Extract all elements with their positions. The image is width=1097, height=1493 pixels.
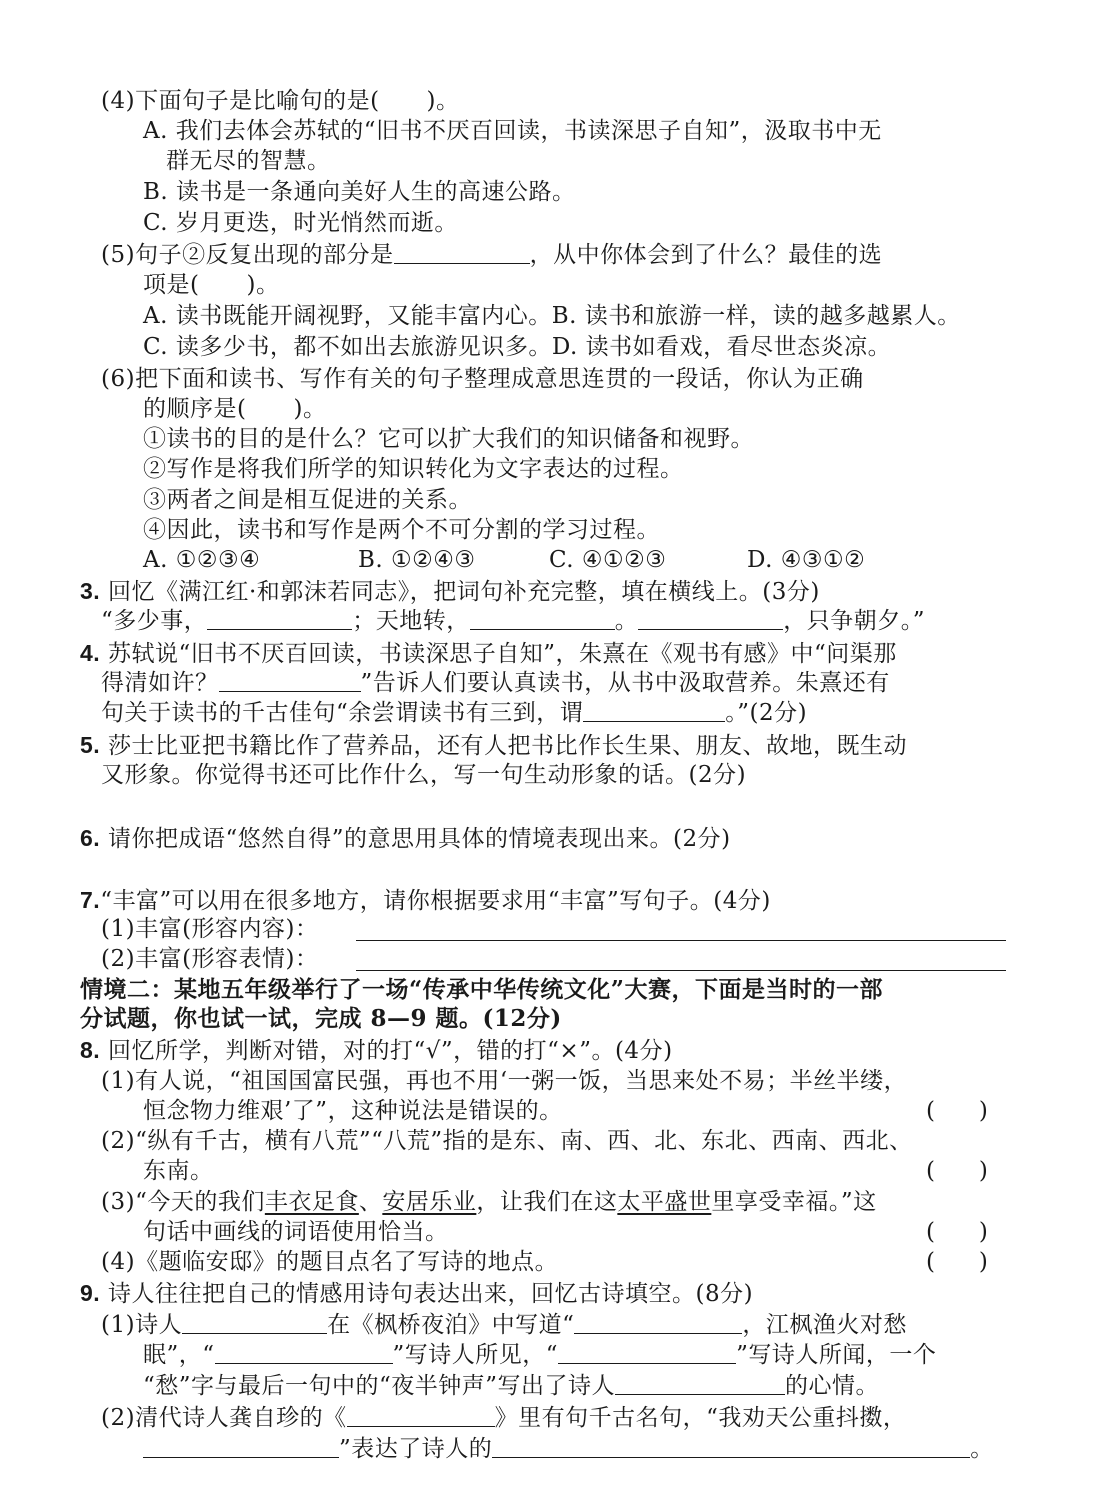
q5-line1	[80, 730, 907, 761]
q9-sub1-part4: 眠”，“	[143, 1342, 215, 1368]
q7-sub1-answer-line[interactable]	[356, 940, 1006, 941]
q9-sub2-part4: 。	[970, 1436, 994, 1462]
q2-4-option-b: B. 读书是一条通向美好人生的高速公路。	[143, 179, 576, 205]
q5-number: 5.	[80, 732, 101, 758]
q2-6-sentence-4: ④因此，读书和写作是两个不可分割的学习过程。	[143, 517, 660, 543]
q8-item1-line1: (1)有人说，“祖国国富民强，再也不用‘一粥一饭，当思来处不易；半丝半缕，	[101, 1068, 908, 1094]
q2-5-stem-part2: ，从中你体会到了什么？最佳的选	[529, 242, 883, 268]
q9-blank-famous-line[interactable]	[143, 1435, 339, 1458]
q2-5-answer-blank[interactable]	[394, 241, 530, 264]
q9-blank-title[interactable]	[347, 1404, 495, 1427]
q3-blank-2[interactable]	[470, 607, 615, 630]
q3-poem-part4: ，只争朝夕。”	[783, 608, 926, 634]
q2-6-sentence-3: ③两者之间是相互促进的关系。	[143, 487, 472, 513]
q9-sub1-part3: ，江枫渔火对愁	[742, 1312, 907, 1338]
q8-text: 回忆所学，判断对错，对的打“√”，错的打“×”。(4分)	[100, 1038, 673, 1064]
q9-sub1-part7: “愁”字与最后一句中的“夜半钟声”写出了诗人	[143, 1373, 616, 1399]
q7-stem	[80, 885, 771, 916]
q3-number: 3.	[80, 578, 101, 604]
q3-poem-part2: ；天地转，	[352, 608, 470, 634]
q9-blank-line1[interactable]	[574, 1311, 742, 1334]
q8-item3-part1: (3)“今天的我们	[101, 1189, 265, 1215]
q2-5-stem-line2: 项是( )。	[143, 272, 280, 298]
q8-item3-part4: 里享受幸福。”这	[711, 1189, 877, 1215]
q8-item3-line1	[101, 1187, 877, 1217]
q2-5-stem-part1: (5)句子②反复出现的部分是	[101, 242, 394, 268]
q7-text: “丰富”可以用在很多地方，请你根据要求用“丰富”写句子。(4分)	[100, 888, 771, 914]
q2-6-stem-line1: (6)把下面和读书、写作有关的句子整理成意思连贯的一段话，你认为正确	[101, 366, 864, 392]
q3-poem-line	[101, 606, 925, 636]
q9-sub1-line1	[101, 1310, 907, 1340]
q2-6-stem-line2: 的顺序是( )。	[143, 396, 327, 422]
q8-item2-line2: 东南。	[143, 1158, 214, 1184]
q9-sub2-part1: (2)清代诗人龚自珍的《	[101, 1405, 347, 1431]
q9-blank-expression[interactable]	[492, 1435, 970, 1458]
q8-item3-underlined-3: 太平盛世	[617, 1189, 712, 1215]
q8-item4-answer-paren[interactable]: ( )	[926, 1249, 988, 1275]
q4-text-line1: 苏轼说“旧书不厌百回读，书读深思子自知”，朱熹在《观书有感》中“问渠那	[100, 641, 897, 667]
q8-item3-underlined-1: 丰衣足食	[264, 1189, 359, 1215]
q2-5-options-cd: C. 读多少书，都不如出去旅游见识多。D. 读书如看戏，看尽世态炎凉。	[143, 334, 892, 360]
q4-number: 4.	[80, 640, 101, 666]
q9-blank-poet[interactable]	[182, 1311, 327, 1334]
q8-item1-line2: 恒念物力维艰’了”，这种说法是错误的。	[143, 1098, 563, 1124]
q8-item3-line2: 句话中画线的词语使用恰当。	[143, 1219, 449, 1245]
q7-sub2-answer-line[interactable]	[356, 970, 1006, 971]
q4-blank-1[interactable]	[219, 669, 361, 692]
q2-6-option-d: D. ④③①②	[747, 547, 866, 573]
q5-line2: 又形象。你觉得书还可比作什么，写一句生动形象的话。(2分)	[101, 762, 747, 788]
q9-sub1-part1: (1)诗人	[101, 1312, 183, 1338]
q4-line2	[101, 668, 890, 698]
q3-text: 回忆《满江红·和郭沫若同志》，把词句补充完整，填在横线上。(3分)	[100, 579, 820, 605]
q2-6-sentence-2: ②写作是将我们所学的知识转化为文字表达的过程。	[143, 456, 684, 482]
q2-4-option-c: C. 岁月更迭，时光悄然而逝。	[143, 210, 458, 236]
q4-blank-2[interactable]	[583, 699, 725, 722]
q8-stem	[80, 1035, 673, 1066]
q9-sub1-part6: ”写诗人所闻，一个	[736, 1342, 937, 1368]
q2-4-option-a-line1: A. 我们去体会苏轼的“旧书不厌百回读，书读深思子自知”，汲取书中无	[143, 118, 882, 144]
q9-blank-mood[interactable]	[615, 1372, 785, 1395]
q4-text-line2b: ”告诉人们要认真读书，从书中汲取营养。朱熹还有	[360, 670, 890, 696]
q8-item4: (4)《题临安邸》的题目点名了写诗的地点。	[101, 1249, 559, 1275]
q9-stem	[80, 1278, 753, 1309]
q3-blank-3[interactable]	[638, 607, 783, 630]
q3-blank-1[interactable]	[207, 607, 352, 630]
q9-sub1-part2: 在《枫桥夜泊》中写道“	[327, 1312, 575, 1338]
q9-sub1-part5: ”写诗人所见，“	[392, 1342, 559, 1368]
q7-number: 7.	[80, 887, 101, 913]
q2-6-option-b: B. ①②④③	[358, 547, 476, 573]
q8-item3-underlined-2: 安居乐业	[382, 1189, 477, 1215]
q9-sub2-line2	[143, 1434, 994, 1464]
q2-5-options-ab: A. 读书既能开阔视野，又能丰富内心。B. 读书和旅游一样，读的越多越累人。	[143, 303, 961, 329]
scenario2-heading-line1: 情境二：某地五年级举行了一场“传承中华传统文化”大赛，下面是当时的一部	[80, 976, 883, 1003]
q2-5-stem-line1	[101, 240, 882, 270]
q6-text: 请你把成语“悠然自得”的意思用具体的情境表现出来。(2分)	[100, 826, 731, 852]
q9-blank-seen[interactable]	[215, 1341, 393, 1364]
q9-sub2-part2: 》里有句千古名句，“我劝天公重抖擞，	[494, 1405, 907, 1431]
q2-6-option-a: A. ①②③④	[143, 547, 261, 573]
q8-item3-part2: 、	[358, 1189, 383, 1215]
q2-4-stem: (4)下面句子是比喻句的是( )。	[101, 88, 460, 114]
q8-item3-answer-paren[interactable]: ( )	[926, 1219, 988, 1245]
q4-text-line3a: 句关于读书的千古佳句“余尝谓读书有三到，谓	[101, 700, 584, 726]
q2-6-sentence-1: ①读书的目的是什么？它可以扩大我们的知识储备和视野。	[143, 426, 754, 452]
q7-sub1-label: (1)丰富(形容内容)：	[101, 916, 319, 942]
q6-line	[80, 823, 731, 854]
q4-line1	[80, 638, 897, 669]
q9-sub1-part8: 的心情。	[785, 1373, 880, 1399]
q2-6-option-c: C. ④①②③	[549, 547, 667, 573]
q6-number: 6.	[80, 825, 101, 851]
q8-item2-answer-paren[interactable]: ( )	[926, 1158, 988, 1184]
q7-sub2-label: (2)丰富(形容表情)：	[101, 946, 319, 972]
q3-poem-part3: 。	[614, 608, 639, 634]
q9-sub1-line2	[143, 1340, 936, 1370]
q9-sub2-line1	[101, 1403, 906, 1433]
q8-item1-answer-paren[interactable]: ( )	[926, 1098, 988, 1124]
q4-text-line2a: 得清如许？	[101, 670, 219, 696]
q3-poem-part1: “多少事，	[101, 608, 208, 634]
q9-sub2-part3: ”表达了诗人的	[339, 1436, 493, 1462]
scenario2-heading-line2: 分试题，你也试一试，完成 8—9 题。(12分)	[80, 1005, 562, 1032]
q9-text: 诗人往往把自己的情感用诗句表达出来，回忆古诗填空。(8分)	[100, 1281, 754, 1307]
q4-text-line3b: 。”(2分)	[725, 700, 808, 726]
q3-stem	[80, 576, 820, 607]
q8-item3-part3: ，让我们在这	[476, 1189, 618, 1215]
q4-line3	[101, 698, 807, 728]
q9-blank-heard[interactable]	[558, 1341, 736, 1364]
q8-item2-line1: (2)“纵有千古，横有八荒”“八荒”指的是东、南、西、北、东北、西南、西北、	[101, 1128, 913, 1154]
q9-number: 9.	[80, 1280, 101, 1306]
q2-4-option-a-line2: 群无尽的智慧。	[166, 148, 331, 174]
q5-text-line1: 莎士比亚把书籍比作了营养品，还有人把书比作长生果、朋友、故地，既生动	[100, 733, 907, 759]
q9-sub1-line3	[143, 1371, 879, 1401]
q8-number: 8.	[80, 1037, 101, 1063]
